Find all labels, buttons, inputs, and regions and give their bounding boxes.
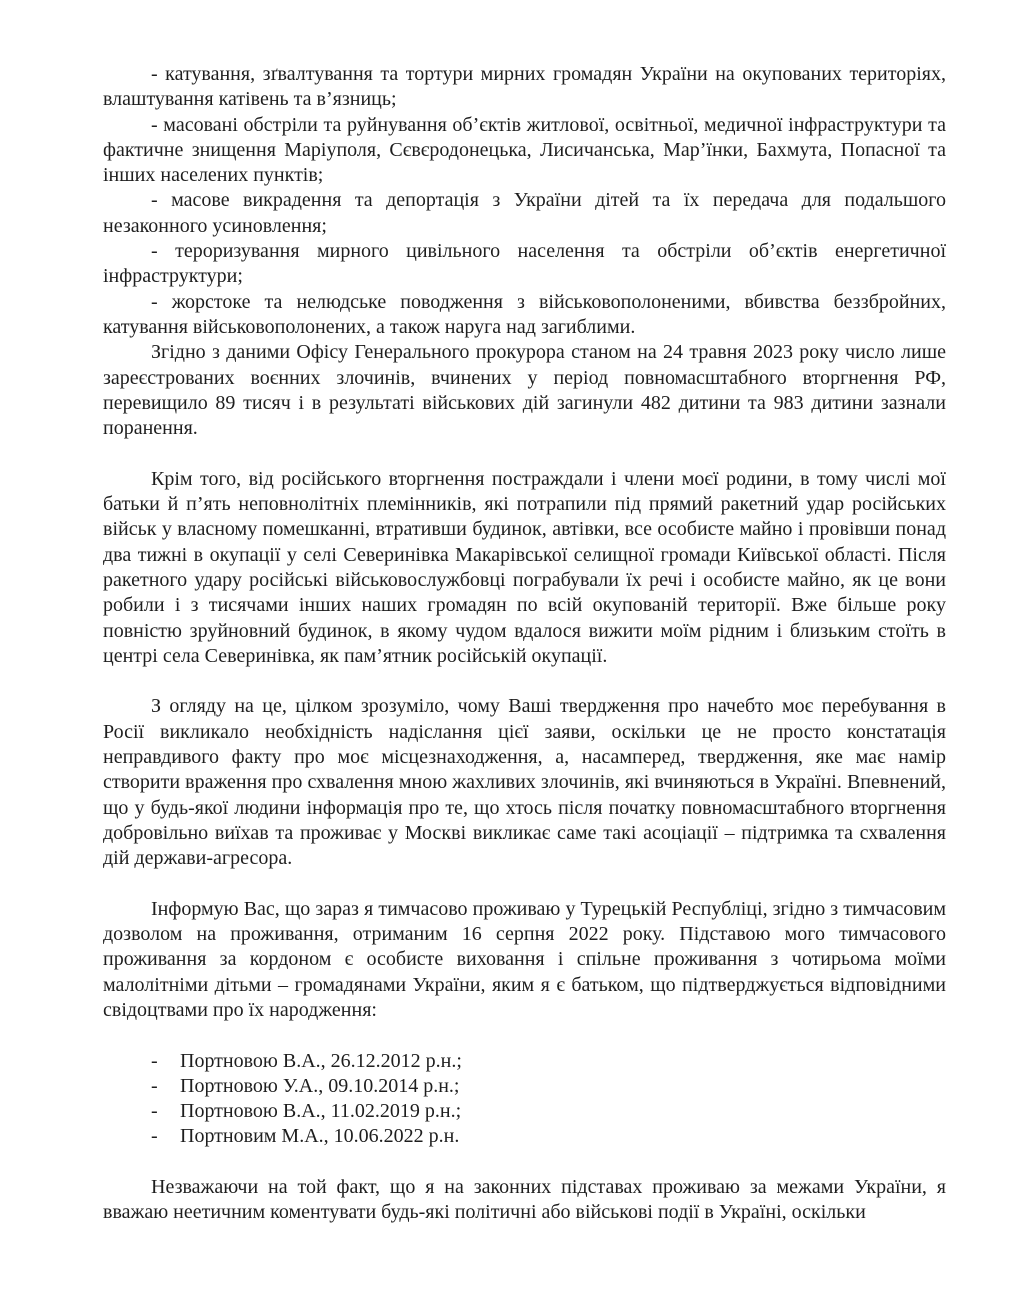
list-item-text: Портновою В.А., 26.12.2012 р.н.; bbox=[180, 1049, 462, 1072]
paragraph-residence-info: Інформую Вас, що зараз я тимчасово проживаю у Турецькій Республіці, згідно з тимчасовим дозволом на проживання, отриманим 16 серпня 2022 року. Підставою мого тимчасового проживання за кордоном є особисте виховання і спільне проживання з чотирьома моїми малолітніми дітьми – громадянами України, яким я є батьком, що підтверджується відповідними свідоцтвами про їх народження: bbox=[103, 897, 946, 1021]
letter-body bbox=[103, 62, 946, 1226]
paragraph-family-impact: Крім того, від російського вторгнення постраждали і члени моєї родини, в тому числі мої батьки й п’ять неповнолітніх племінників, які потрапили під прямий ракетний удар російських військ у власному помешканні, втративши будинок, автівки, все особисте майно і провівши понад два тижні в окупації у селі Северинівка Макарівської селищної громади Київської області. Після ракетного удару російські військовослужбовці пограбували їх речі і особисте майно, як це вони робили і з тисячами інших наших громадян по всій окупованій території. Вже більше року повністю зруйновний будинок, в якому чудом вдалося вижити моїм рідним і близьким стоїть в центрі села Северинівка, як пам’ятник російській окупації. bbox=[103, 467, 946, 667]
dash-marker: - bbox=[151, 1049, 158, 1072]
bullet-item-pow-treatment: - жорстоке та нелюдське поводження з військовополоненими, вбивства беззбройних, катування військовополонених, а також наруга над загиблими. bbox=[103, 290, 946, 338]
bullet-item-terrorizing: - тероризування мирного цивільного населення та обстріли об’єктів енергетичної інфраструктури; bbox=[103, 240, 946, 288]
list-item bbox=[103, 1049, 946, 1074]
bullet-item-shelling: - масовані обстріли та руйнування об’єктів житлової, освітньої, медичної інфраструктури та фактичне знищення Маріуполя, Сєвєродонецька, Лисичанська, Мар’їнки, Бахмута, Попасної та інших населених пунктів; bbox=[103, 113, 946, 187]
dash-marker: - bbox=[151, 1100, 158, 1123]
children-list bbox=[103, 1049, 946, 1150]
list-item bbox=[103, 1074, 946, 1099]
list-item-text: Портновою У.А., 09.10.2014 р.н.; bbox=[180, 1074, 460, 1097]
list-item bbox=[103, 1099, 946, 1124]
dash-marker: - bbox=[151, 1074, 158, 1097]
list-item bbox=[103, 1124, 946, 1149]
list-item-text: Портновим М.А., 10.06.2022 р.н. bbox=[180, 1125, 460, 1148]
paragraph-closing: Незважаючи на той факт, що я на законних підставах проживаю за межами України, я вважаю неетичним коментувати будь-які політичні або військові події в Україні, оскільки bbox=[103, 1176, 946, 1224]
dash-marker: - bbox=[151, 1125, 158, 1148]
bullet-item-deportation: - масове викрадення та депортація з України дітей та їх передача для подальшого незаконного усиновлення; bbox=[103, 189, 946, 237]
list-item-text: Портновою В.А., 11.02.2019 р.н.; bbox=[180, 1100, 462, 1123]
bullet-item-torture: - катування, зґвалтування та тортури мирних громадян України на окупованих територіях, влаштування катівень та в’язниць; bbox=[103, 63, 946, 111]
paragraph-prosecutor-stats: Згідно з даними Офісу Генерального прокурора станом на 24 травня 2023 року число лише зареєстрованих воєнних злочинів, вчинених у період повномасштабного вторгнення РФ, перевищило 89 тисяч і в результаті військових дій загинули 482 дитини та 983 дитини зазнали поранення. bbox=[103, 341, 946, 440]
paragraph-statement-response: З огляду на це, цілком зрозуміло, чому Ваші твердження про начебто моє перебування в Росії викликало необхідність надіслання цієї заяви, оскільки це не просто констатація неправдивого факту про моє місцезнаходження, а, насамперед, твердження, яке має намір створити враження про схвалення мною жахливих злочинів, які вчиняються в Україні. Впевнений, що у будь-якої людини інформація про те, що хтось після початку повномасштабного вторгнення добровільно виїхав та проживає у Москві викликає саме такі асоціації – підтримка та схвалення дій держави-агресора. bbox=[103, 695, 946, 870]
